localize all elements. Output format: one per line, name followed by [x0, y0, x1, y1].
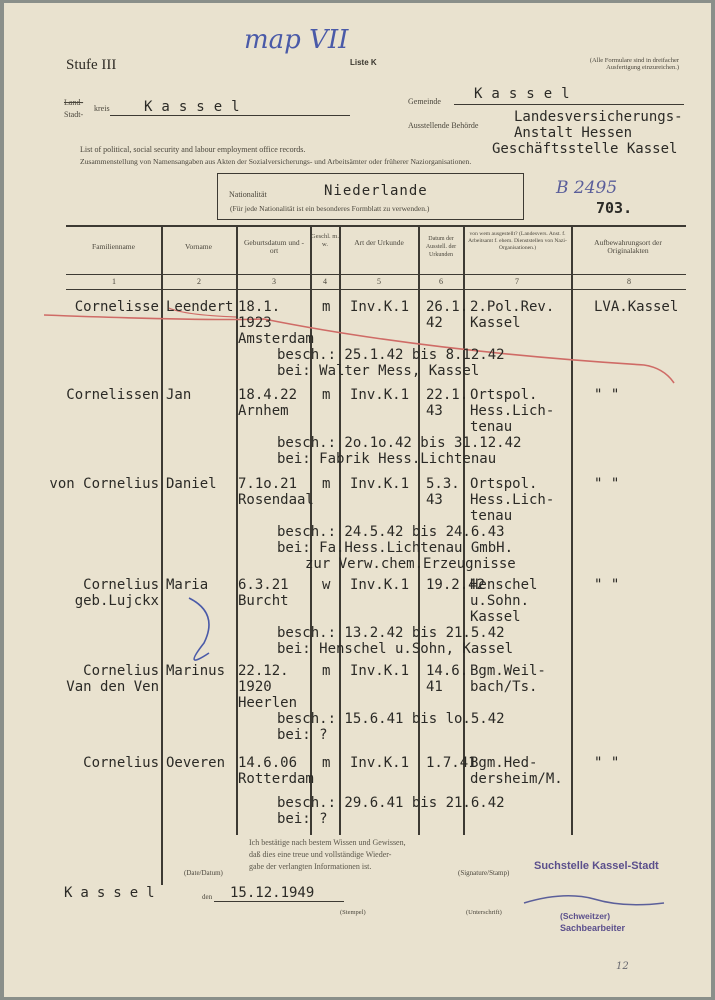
row-beschaeftigung	[277, 795, 505, 827]
row-geburt	[238, 299, 314, 347]
intro-german: Zusammenstellung von Namensangaben aus Akten der Sozialversicherungs- und Arbeitsämter oder früherer Naziorganisationen.	[80, 157, 472, 166]
beschaeftigung-line: bei: ?	[277, 811, 328, 827]
row-familienname	[34, 755, 159, 771]
row-vorname-line: Maria	[166, 577, 209, 593]
row-beschaeftigung	[277, 435, 521, 467]
row-geburt-line: 6.3.21	[238, 577, 289, 593]
row-beschaeftigung	[277, 347, 505, 379]
row-von-wem-line: Hess.Lich-	[470, 403, 555, 419]
nationality-value: Niederlande	[324, 183, 428, 199]
behoerde-line-3: Geschäftsstelle Kassel	[492, 141, 678, 157]
gemeinde-label: Gemeinde	[408, 97, 441, 106]
header-vorname: Vorname	[185, 242, 212, 251]
row-datum-line: 43	[426, 492, 443, 508]
row-familienname	[34, 577, 159, 609]
row-geburt-line: 1920	[238, 679, 272, 695]
row-von-wem-line: tenau	[470, 419, 513, 435]
row-von-wem-line: 2.Pol.Rev.	[470, 299, 555, 315]
row-von-wem	[470, 577, 537, 625]
column-number-6: 6	[439, 277, 443, 286]
row-datum-line: 19.2.42	[426, 577, 486, 593]
row-geburt-line: 18.1.	[238, 299, 281, 315]
note-top-right: (Alle Formulare sind in dreifacher Ausfertigung einzureichen.)	[589, 57, 679, 71]
row-von-wem-line: Kassel	[470, 609, 521, 625]
row-geburt-line: 14.6.06	[238, 755, 298, 771]
row-vorname-line: Jan	[166, 387, 192, 403]
header-art: Art der Urkunde	[354, 238, 404, 247]
column-number-4: 4	[323, 277, 327, 286]
row-datum	[426, 476, 460, 508]
row-geburt	[238, 663, 297, 711]
stufe-label: Stufe III	[66, 57, 117, 73]
row-beschaeftigung	[277, 711, 505, 743]
row-geschlecht: m	[322, 476, 331, 492]
row-datum	[426, 663, 468, 695]
stamp-office: Suchstelle Kassel-Stadt	[534, 860, 659, 872]
row-geburt-line: 7.1o.21	[238, 476, 298, 492]
row-vorname	[166, 476, 217, 492]
row-vorname-line: Leendert	[166, 299, 234, 315]
row-art: Inv.K.1	[350, 476, 410, 492]
row-familienname-line: Cornelius	[83, 663, 159, 679]
column-number-1: 1	[112, 277, 116, 286]
row-vorname-line: Oeveren	[166, 755, 226, 771]
row-geburt-line: 1923	[238, 315, 272, 331]
stamp-role: Sachbearbeiter	[560, 923, 626, 933]
row-von-wem-line: Kassel	[470, 315, 521, 331]
row-art: Inv.K.1	[350, 755, 410, 771]
row-datum-line: 41	[426, 679, 443, 695]
row-von-wem	[470, 387, 554, 435]
signature-label: (Signature/Stamp)	[458, 869, 510, 877]
row-familienname-line: Cornelisse	[74, 299, 159, 315]
row-vorname	[166, 663, 225, 679]
liste-label: Liste K	[350, 58, 377, 67]
row-beschaeftigung	[277, 625, 513, 657]
beschaeftigung-line: besch.: 13.2.42 bis 21.5.42	[277, 625, 505, 641]
corner-mark: 12	[616, 961, 629, 972]
row-von-wem-line: Bgm.Weil-	[470, 663, 546, 679]
intro-english: List of political, social security and labour employment office records.	[80, 145, 306, 154]
behoerde-line-2: Anstalt Hessen	[514, 125, 633, 141]
row-geburt-line: Arnhem	[238, 403, 289, 419]
column-number-5: 5	[377, 277, 381, 286]
beschaeftigung-line: besch.: 25.1.42 bis 8.12.42	[277, 347, 505, 363]
row-datum-line: 1.7.41	[426, 755, 477, 771]
row-datum-line: 42	[426, 315, 443, 331]
row-aufbewahrung: " "	[594, 577, 620, 593]
row-geschlecht: w	[322, 577, 331, 593]
row-datum-line: 14.6.	[426, 663, 469, 679]
beschaeftigung-line: bei: Henschel u.Sohn, Kassel	[277, 641, 514, 657]
beschaeftigung-line: bei: ?	[277, 727, 328, 743]
row-datum-line: 26.1.	[426, 299, 469, 315]
footer-place: Kassel	[64, 885, 163, 901]
row-geburt-line: 22.12.	[238, 663, 289, 679]
header-von-wem: von wem ausgestellt? (Landesvers. Anst. f. Arbeitsamt f. ehem. Dienststellen von Nazi-Organisationen.)	[468, 231, 567, 251]
row-familienname	[34, 387, 159, 403]
behoerde-label: Ausstellende Behörde	[408, 121, 479, 130]
row-geburt-line: Amsterdam	[238, 331, 314, 347]
gemeinde-value: Kassel	[474, 86, 579, 102]
row-geburt-line: Rotterdam	[238, 771, 314, 787]
column-number-3: 3	[272, 277, 276, 286]
beschaeftigung-line: besch.: 24.5.42 bis 24.6.43	[277, 524, 505, 540]
row-familienname	[34, 299, 159, 315]
row-datum-line: 22.1.	[426, 387, 469, 403]
beschaeftigung-line: bei: Fabrik Hess.Lichtenau	[277, 451, 497, 467]
kreis-label: kreis	[94, 104, 110, 113]
row-familienname-line: Van den Ven	[66, 679, 159, 695]
row-aufbewahrung: " "	[594, 476, 620, 492]
row-geburt-line: Burcht	[238, 593, 289, 609]
row-vorname-line: Daniel	[166, 476, 217, 492]
date-label: (Date/Datum)	[184, 869, 223, 877]
row-familienname-line: von Cornelius	[49, 476, 159, 492]
row-datum-line: 43	[426, 403, 443, 419]
row-aufbewahrung: " "	[594, 387, 620, 403]
document-page	[4, 3, 711, 997]
nationality-note: (Für jede Nationalität ist ein besonderes Formblatt zu verwenden.)	[230, 204, 430, 213]
header-aufbewahrung: Aufbewahrungsort der Originalakten	[594, 238, 662, 255]
stadt-label: Stadt-	[64, 110, 84, 119]
row-von-wem-line: dersheim/M.	[470, 771, 563, 787]
row-geburt-line: 18.4.22	[238, 387, 298, 403]
row-datum-line: 5.3.	[426, 476, 460, 492]
row-geburt	[238, 476, 314, 508]
row-familienname-line: Cornelissen	[66, 387, 159, 403]
row-familienname	[34, 476, 159, 492]
row-von-wem-line: Ortspol.	[470, 387, 538, 403]
stempel-label: (Stempel)	[340, 909, 366, 916]
row-vorname	[166, 387, 191, 403]
nationality-label: Nationalität	[229, 190, 267, 199]
row-geburt	[238, 577, 289, 609]
row-von-wem-line: Hess.Lich-	[470, 492, 555, 508]
beschaeftigung-line: bei: Fa.Hess.Lichtenau GmbH.	[277, 540, 514, 556]
beschaeftigung-line: bei: Walter Mess, Kassel	[277, 363, 480, 379]
row-von-wem	[470, 476, 554, 524]
row-familienname	[34, 663, 159, 695]
row-art: Inv.K.1	[350, 299, 410, 315]
row-datum	[426, 755, 477, 771]
row-geschlecht: m	[322, 663, 331, 679]
row-von-wem	[470, 755, 563, 787]
unterschrift-label: (Unterschrift)	[466, 909, 502, 916]
confirmation-text: Ich bestätige nach bestem Wissen und Gewissen, daß dies eine treue und vollständige Wieder- gabe der verlangten Informationen ist.	[249, 838, 406, 871]
row-familienname-line: geb.Lujckx	[74, 593, 159, 609]
row-familienname-line: Cornelius	[83, 755, 159, 771]
row-geschlecht: m	[322, 299, 331, 315]
row-von-wem-line: Ortspol.	[470, 476, 538, 492]
header-geschlecht: Geschl. m. w.	[311, 233, 339, 248]
row-von-wem-line: tenau	[470, 508, 513, 524]
row-vorname-line: Marinus	[166, 663, 226, 679]
column-number-8: 8	[627, 277, 631, 286]
date-underline	[214, 901, 344, 902]
row-aufbewahrung: LVA.Kassel	[594, 299, 679, 315]
beschaeftigung-line: besch.: 2o.1o.42 bis 31.12.42	[277, 435, 522, 451]
row-familienname-line: Cornelius	[83, 577, 159, 593]
stamp-name: (Schweitzer)	[560, 911, 611, 921]
row-geschlecht: m	[322, 387, 331, 403]
den-label: den	[202, 893, 213, 901]
row-beschaeftigung	[277, 524, 516, 572]
column-number-7: 7	[515, 277, 519, 286]
row-vorname	[166, 299, 233, 315]
header-familienname: Familienname	[92, 242, 135, 251]
row-von-wem-line: u.Sohn.	[470, 593, 530, 609]
row-von-wem	[470, 663, 546, 695]
row-art: Inv.K.1	[350, 387, 410, 403]
row-von-wem	[470, 299, 554, 331]
row-von-wem-line: bach/Ts.	[470, 679, 538, 695]
header-datum: Datum der Ausstell. der Urkunden	[425, 236, 457, 258]
row-geschlecht: m	[322, 755, 331, 771]
reference-number: 703.	[596, 199, 633, 217]
row-geburt	[238, 387, 297, 419]
land-label: Land-	[64, 98, 84, 107]
beschaeftigung-line: besch.: 15.6.41 bis lo.5.42	[277, 711, 505, 727]
handwritten-map-note: map VII	[244, 25, 349, 55]
row-datum	[426, 387, 468, 419]
row-vorname	[166, 755, 225, 771]
row-geburt	[238, 755, 314, 787]
row-vorname	[166, 577, 208, 593]
behoerde-line-1: Landesversicherungs-	[514, 109, 683, 125]
row-aufbewahrung: " "	[594, 755, 620, 771]
row-datum	[426, 299, 468, 331]
handwritten-reference: B 2495	[556, 178, 618, 198]
row-art: Inv.K.1	[350, 577, 410, 593]
row-geburt-line: Rosendaal	[238, 492, 314, 508]
footer-date: 15.12.1949	[230, 885, 315, 901]
row-art: Inv.K.1	[350, 663, 410, 679]
column-number-2: 2	[197, 277, 201, 286]
beschaeftigung-line: besch.: 29.6.41 bis 21.6.42	[277, 795, 505, 811]
beschaeftigung-line: zur Verw.chem.Erzeugnisse	[305, 556, 516, 572]
row-von-wem-line: Bgm.Hed-	[470, 755, 538, 771]
header-geburtsdatum: Geburtsdatum und -ort	[244, 238, 304, 255]
row-geburt-line: Heerlen	[238, 695, 298, 711]
kreis-value: Kassel	[144, 99, 249, 115]
row-von-wem-line: Henschel	[470, 577, 538, 593]
